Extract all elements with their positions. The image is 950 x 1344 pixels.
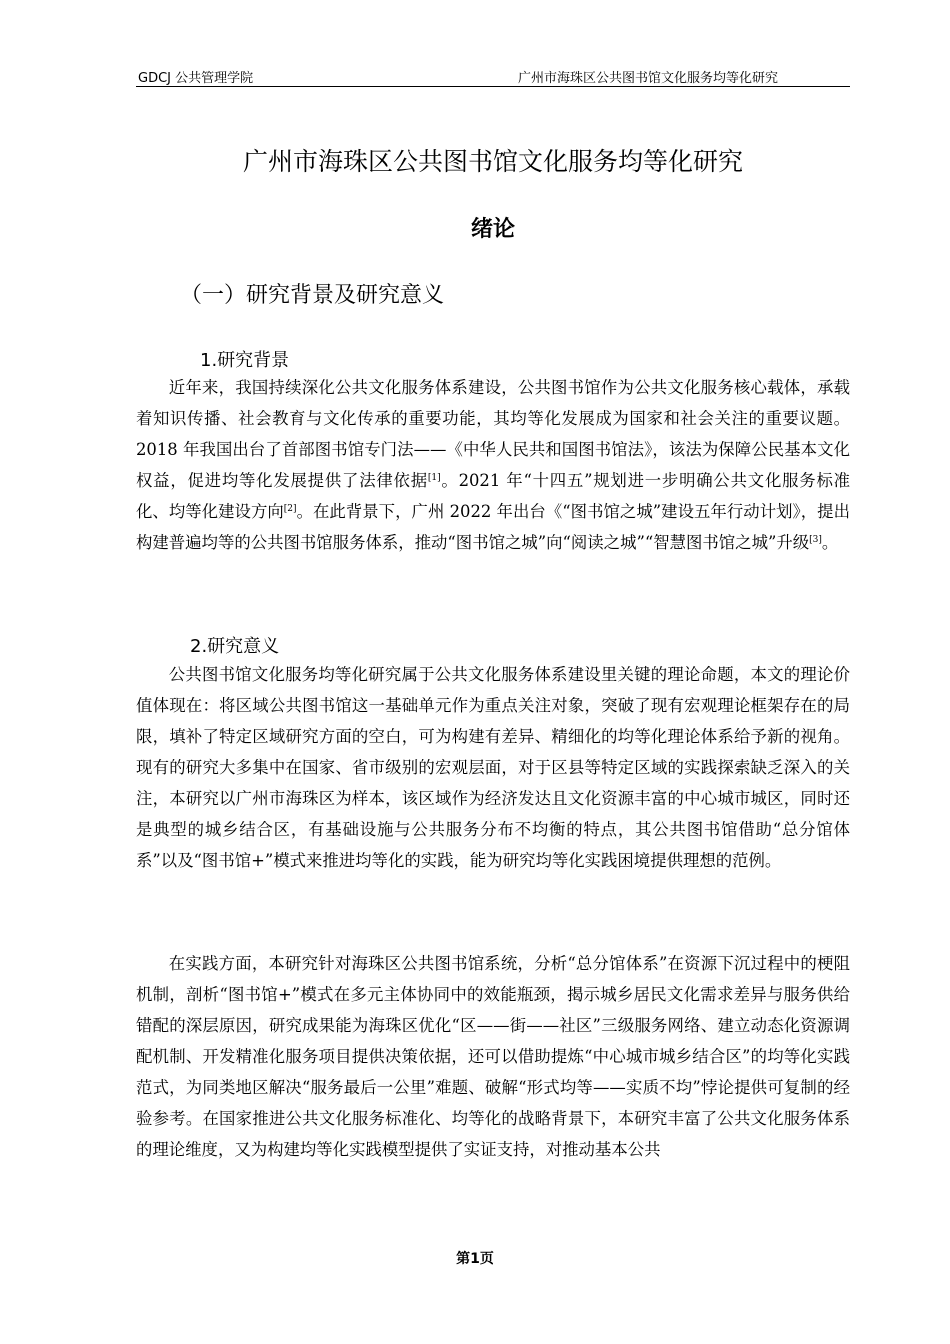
paragraph-significance-theory: 公共图书馆文化服务均等化研究属于公共文化服务体系建设里关键的理论命题，本文的理论价值体现在：将区域公共图书馆这一基础单元作为重点关注对象，突破了现有宏观理论框架存在的局限，填补了特定区域研究方面的空白，可为构建有差异、精细化的均等化理论体系给予新的视角。现有的研究大多集中在国家、省市级别的宏观层面，对于区县等特定区域的实践探索缺乏深入的关注，本研究以广州市海珠区为样本，该区域作为经济发达且文化资源丰富的中心城市城区，同时还是典型的城乡结合区，有基础设施与公共服务分布不均衡的特点，其公共图书馆借助“总分馆体系”以及“图书馆+”模式来推进均等化的实践，能为研究均等化实践困境提供理想的范例。 bbox=[136, 665, 850, 870]
paragraph-text: 。 bbox=[821, 533, 839, 552]
page-header bbox=[136, 66, 850, 87]
subsection-heading-significance: 2.研究意义 bbox=[190, 636, 280, 657]
citation-ref: [2] bbox=[283, 504, 297, 514]
paragraph-background bbox=[136, 372, 850, 558]
subsection-heading-background: 1.研究背景 bbox=[200, 350, 290, 371]
header-institution: GDCJ 公共管理学院 bbox=[138, 71, 254, 86]
section-heading: （一）研究背景及研究意义 bbox=[180, 283, 445, 308]
citation-ref: [1] bbox=[427, 473, 441, 483]
paragraph-text: 。在此背景下，广州 2022 年出台《“图书馆之城”建设五年行动计划》，提出构建普遍均等的公共图书馆服务体系，推动“图书馆之城”向“阅读之城”“智慧图书馆之城”升级 bbox=[136, 502, 850, 552]
page-number: 第1页 bbox=[456, 1251, 494, 1267]
paragraph-significance-practice: 在实践方面，本研究针对海珠区公共图书馆系统，分析“总分馆体系”在资源下沉过程中的梗阻机制，剖析“图书馆+”模式在多元主体协同中的效能瓶颈，揭示城乡居民文化需求差异与服务供给错配的深层原因，研究成果能为海珠区优化“区——街——社区”三级服务网络、建立动态化资源调配机制、开发精准化服务项目提供决策依据，还可以借助提炼“中心城市城乡结合区”的均等化实践范式，为同类地区解决“服务最后一公里”难题、破解“形式均等——实质不均”悖论提供可复制的经验参考。在国家推进公共文化服务标准化、均等化的战略背景下，本研究丰富了公共文化服务体系的理论维度，又为构建均等化实践模型提供了实证支持，对推动基本公共 bbox=[136, 954, 850, 1159]
document-title: 广州市海珠区公共图书馆文化服务均等化研究 bbox=[242, 147, 743, 176]
header-running-title: 广州市海珠区公共图书馆文化服务均等化研究 bbox=[517, 71, 778, 86]
paragraph-text: 近年来，我国持续深化公共文化服务体系建设，公共图书馆作为公共文化服务核心载体，承载着知识传播、社会教育与文化传承的重要功能，其均等化发展成为国家和社会关注的重要议题。2018 年我国出台了首部图书馆专门法——《中华人民共和国图书馆法》，该法为保障公民基本文化权益，促进均等化发展提供了法律依据 bbox=[136, 378, 850, 490]
paragraph-text: 。2021 年“十四五”规划进一步明确公共文化服务标准化、均等化建设方向 bbox=[136, 471, 851, 521]
citation-ref: [3] bbox=[809, 535, 822, 545]
chapter-heading: 绪论 bbox=[470, 217, 515, 242]
